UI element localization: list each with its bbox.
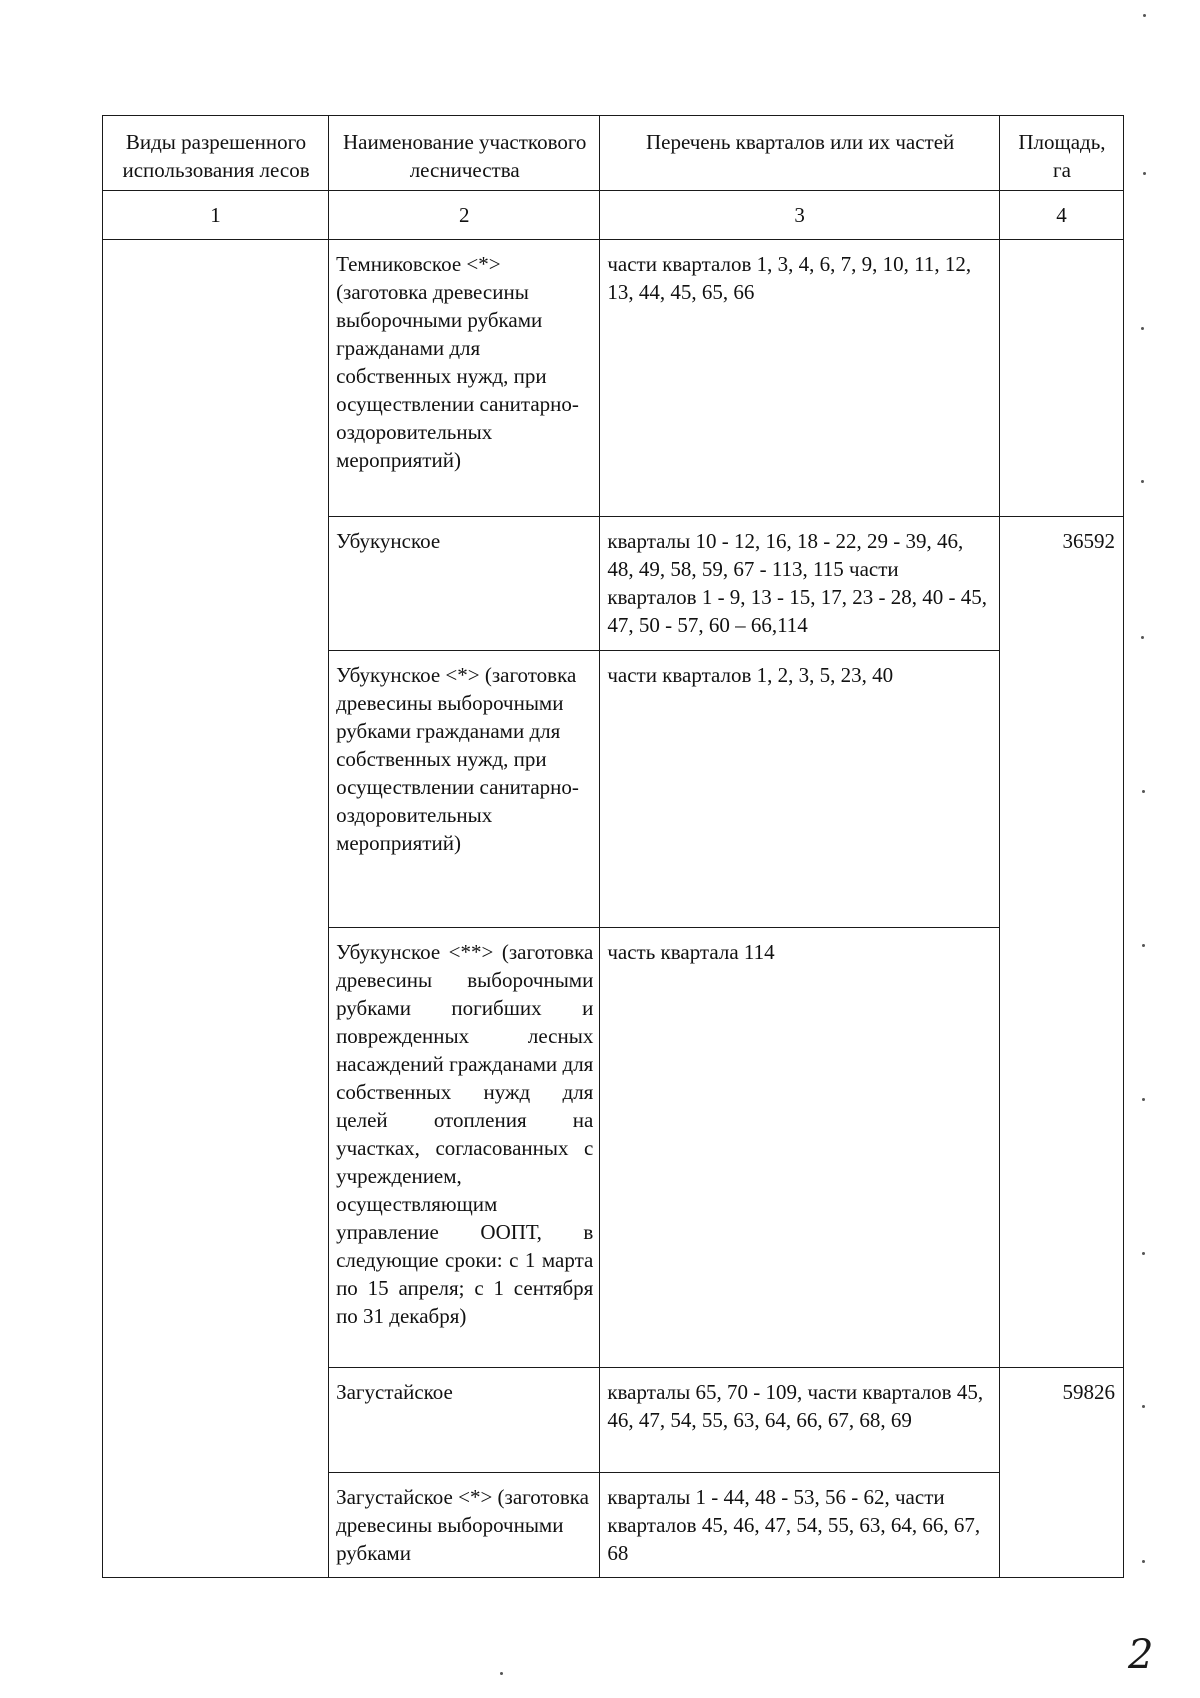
scan-speck xyxy=(1142,1560,1145,1563)
forestry-name-cell: Убукунское xyxy=(329,517,600,651)
scan-speck xyxy=(1143,14,1146,17)
header-usage-types: Виды разрешенного использования лесов xyxy=(103,116,329,191)
scan-speck xyxy=(1143,172,1146,175)
column-number: 1 xyxy=(103,191,329,240)
quarters-cell: кварталы 1 - 44, 48 - 53, 56 - 62, части кварталов 45, 46, 47, 54, 55, 63, 64, 66, 67, 68 xyxy=(600,1473,1000,1578)
quarters-cell: кварталы 10 - 12, 16, 18 - 22, 29 - 39, 46, 48, 49, 58, 59, 67 - 113, 115 части кварталов 1 - 9, 13 - 15, 17, 23 - 28, 40 - 45, 47, 50 - 57, 60 – 66,114 xyxy=(600,517,1000,651)
forestry-table xyxy=(102,115,1124,1578)
scan-speck xyxy=(1142,1405,1145,1408)
column-number: 3 xyxy=(600,191,1000,240)
scan-speck xyxy=(1142,1252,1145,1255)
header-quarters-list: Перечень кварталов или их частей xyxy=(600,116,1000,191)
table-header-row xyxy=(103,116,1124,191)
forestry-name-cell: Убукунское <**> (заготовка древесины выборочными рубками погибших и поврежденных лесных насаждений гражданами для собственных нужд для целей отопления на участках, согласованных с учреждением, осуществляющим управление ООПТ, в следующие сроки: с 1 марта по 15 апреля; с 1 сентября по 31 декабря) xyxy=(329,928,600,1368)
column-number: 4 xyxy=(999,191,1123,240)
forestry-name-cell: Загустайское xyxy=(329,1368,600,1473)
area-cell: 36592 xyxy=(999,517,1123,1368)
forestry-name-cell: Темниковское <*> (заготовка древесины выборочными рубками гражданами для собственных нужд, при осуществлении санитарно-оздоровительных мероприятий) xyxy=(329,240,600,517)
area-cell: 59826 xyxy=(999,1368,1123,1578)
area-cell xyxy=(999,240,1123,517)
usage-type-cell xyxy=(103,240,329,1578)
column-number: 2 xyxy=(329,191,600,240)
scan-speck xyxy=(500,1672,503,1675)
column-number-row xyxy=(103,191,1124,240)
forestry-name-cell: Загустайское <*> (заготовка древесины выборочными рубками xyxy=(329,1473,600,1578)
forestry-name-cell: Убукунское <*> (заготовка древесины выборочными рубками гражданами для собственных нужд, при осуществлении санитарно-оздоровительных мероприятий) xyxy=(329,651,600,928)
scan-speck xyxy=(1142,944,1145,947)
scan-speck xyxy=(1142,1098,1145,1101)
header-forestry-name: Наименование участкового лесничества xyxy=(329,116,600,191)
header-area: Площадь, га xyxy=(999,116,1123,191)
quarters-cell: кварталы 65, 70 - 109, части кварталов 45, 46, 47, 54, 55, 63, 64, 66, 67, 68, 69 xyxy=(600,1368,1000,1473)
scan-speck xyxy=(1141,480,1144,483)
table-row xyxy=(103,240,1124,517)
page-number: 2 xyxy=(1128,1632,1154,1678)
scan-speck xyxy=(1141,636,1144,639)
scan-speck xyxy=(1141,327,1144,330)
scan-speck xyxy=(1142,790,1145,793)
quarters-cell: части кварталов 1, 3, 4, 6, 7, 9, 10, 11, 12, 13, 44, 45, 65, 66 xyxy=(600,240,1000,517)
quarters-cell: часть квартала 114 xyxy=(600,928,1000,1368)
quarters-cell: части кварталов 1, 2, 3, 5, 23, 40 xyxy=(600,651,1000,928)
